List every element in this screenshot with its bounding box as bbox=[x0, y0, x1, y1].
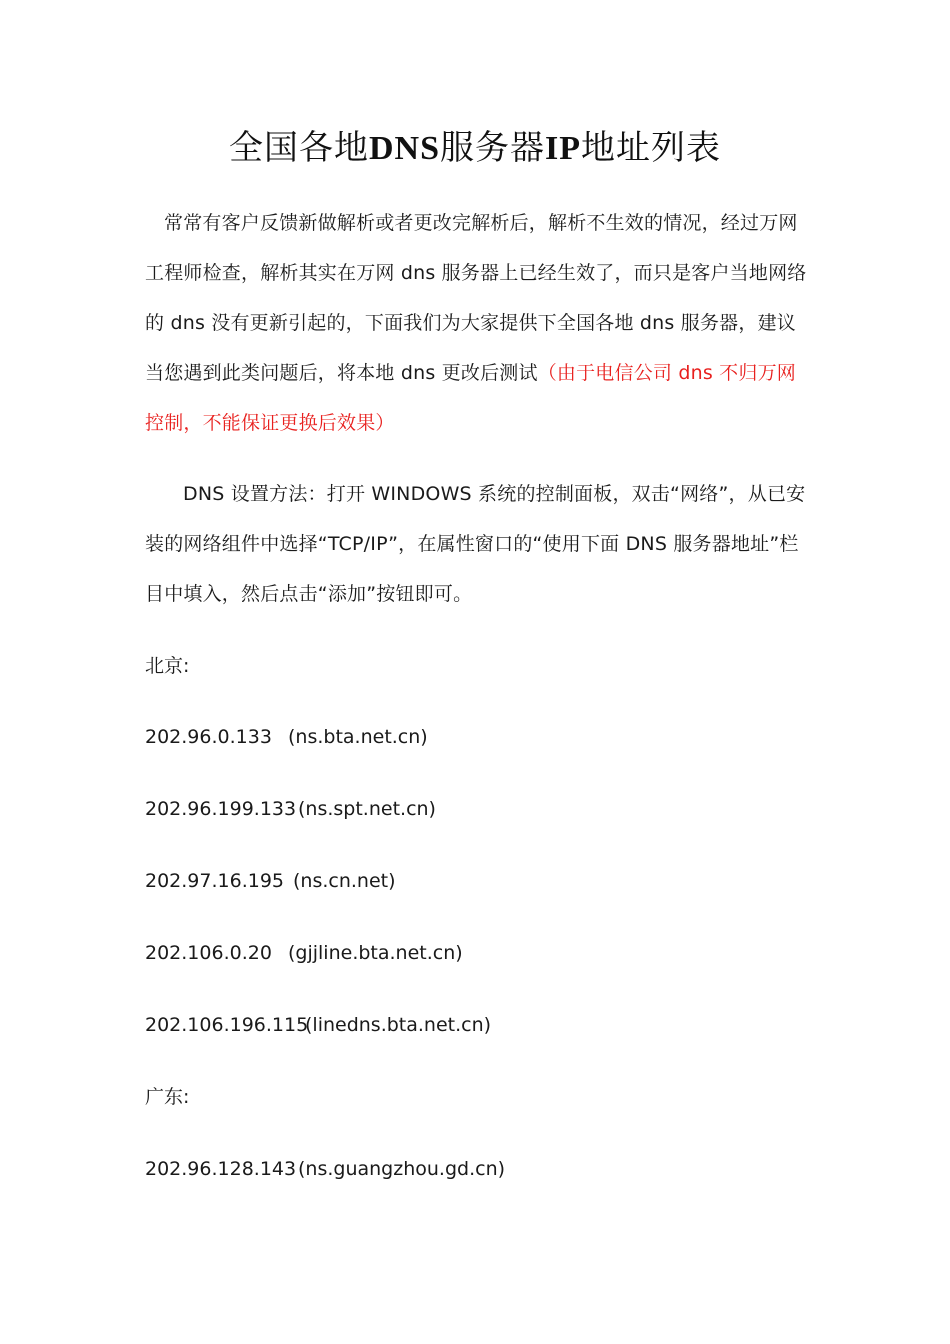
dns-host: (ns.bta.net.cn) bbox=[288, 726, 428, 748]
dns-server-row bbox=[145, 723, 428, 751]
dns-setup-paragraph bbox=[145, 469, 811, 619]
dns-host: (ns.cn.net) bbox=[293, 870, 396, 892]
dns-setup-text: DNS 设置方法：打开 WINDOWS 系统的控制面板，双击“网络”，从已安装的网络组件中选择“TCP/IP”，在属性窗口的“使用下面 DNS 服务器地址”栏目中填入，然后点击“添加”按钮即可。 bbox=[145, 483, 806, 605]
dns-ip: 202.96.128.143 bbox=[145, 1158, 297, 1180]
page-title bbox=[0, 122, 950, 175]
dns-host: (ns.guangzhou.gd.cn) bbox=[298, 1158, 506, 1180]
intro-text: 常常有客户反馈新做解析或者更改完解析后，解析不生效的情况，经过万网工程师检查，解析其实在万网 dns 服务器上已经生效了，而只是客户当地网络的 dns 没有更新引起的，下面我们为大家提供下全国各地 dns 服务器，建议当您遇到此类问题后，将本地 dns 更改后测试 bbox=[145, 212, 807, 384]
dns-server-row bbox=[145, 1155, 505, 1183]
dns-host: (linedns.bta.net.cn) bbox=[305, 1014, 492, 1036]
dns-server-row bbox=[145, 939, 463, 967]
region-heading-guangdong: 广东: bbox=[145, 1086, 190, 1108]
title-part-4: IP bbox=[545, 130, 582, 167]
dns-server-row bbox=[145, 867, 396, 895]
title-part-5: 地址列表 bbox=[581, 128, 722, 168]
dns-ip: 202.106.0.20 bbox=[145, 942, 272, 964]
dns-ip: 202.106.196.115 bbox=[145, 1014, 309, 1036]
dns-host: (ns.spt.net.cn) bbox=[298, 798, 436, 820]
region-heading-beijing: 北京: bbox=[145, 655, 190, 677]
intro-note: （由于电信公司 dns 不归万网控制，不能保证更换后效果） bbox=[145, 362, 796, 434]
dns-server-row bbox=[145, 795, 436, 823]
dns-ip: 202.96.199.133 bbox=[145, 798, 297, 820]
dns-ip: 202.97.16.195 bbox=[145, 870, 285, 892]
dns-server-row bbox=[145, 1011, 491, 1039]
title-part-1: 全国各地 bbox=[228, 128, 369, 168]
dns-host: (gjjline.bta.net.cn) bbox=[288, 942, 463, 964]
intro-paragraph bbox=[145, 198, 811, 448]
title-part-2: DNS bbox=[368, 130, 441, 167]
dns-ip: 202.96.0.133 bbox=[145, 726, 272, 748]
title-part-3: 服务器 bbox=[440, 128, 546, 168]
